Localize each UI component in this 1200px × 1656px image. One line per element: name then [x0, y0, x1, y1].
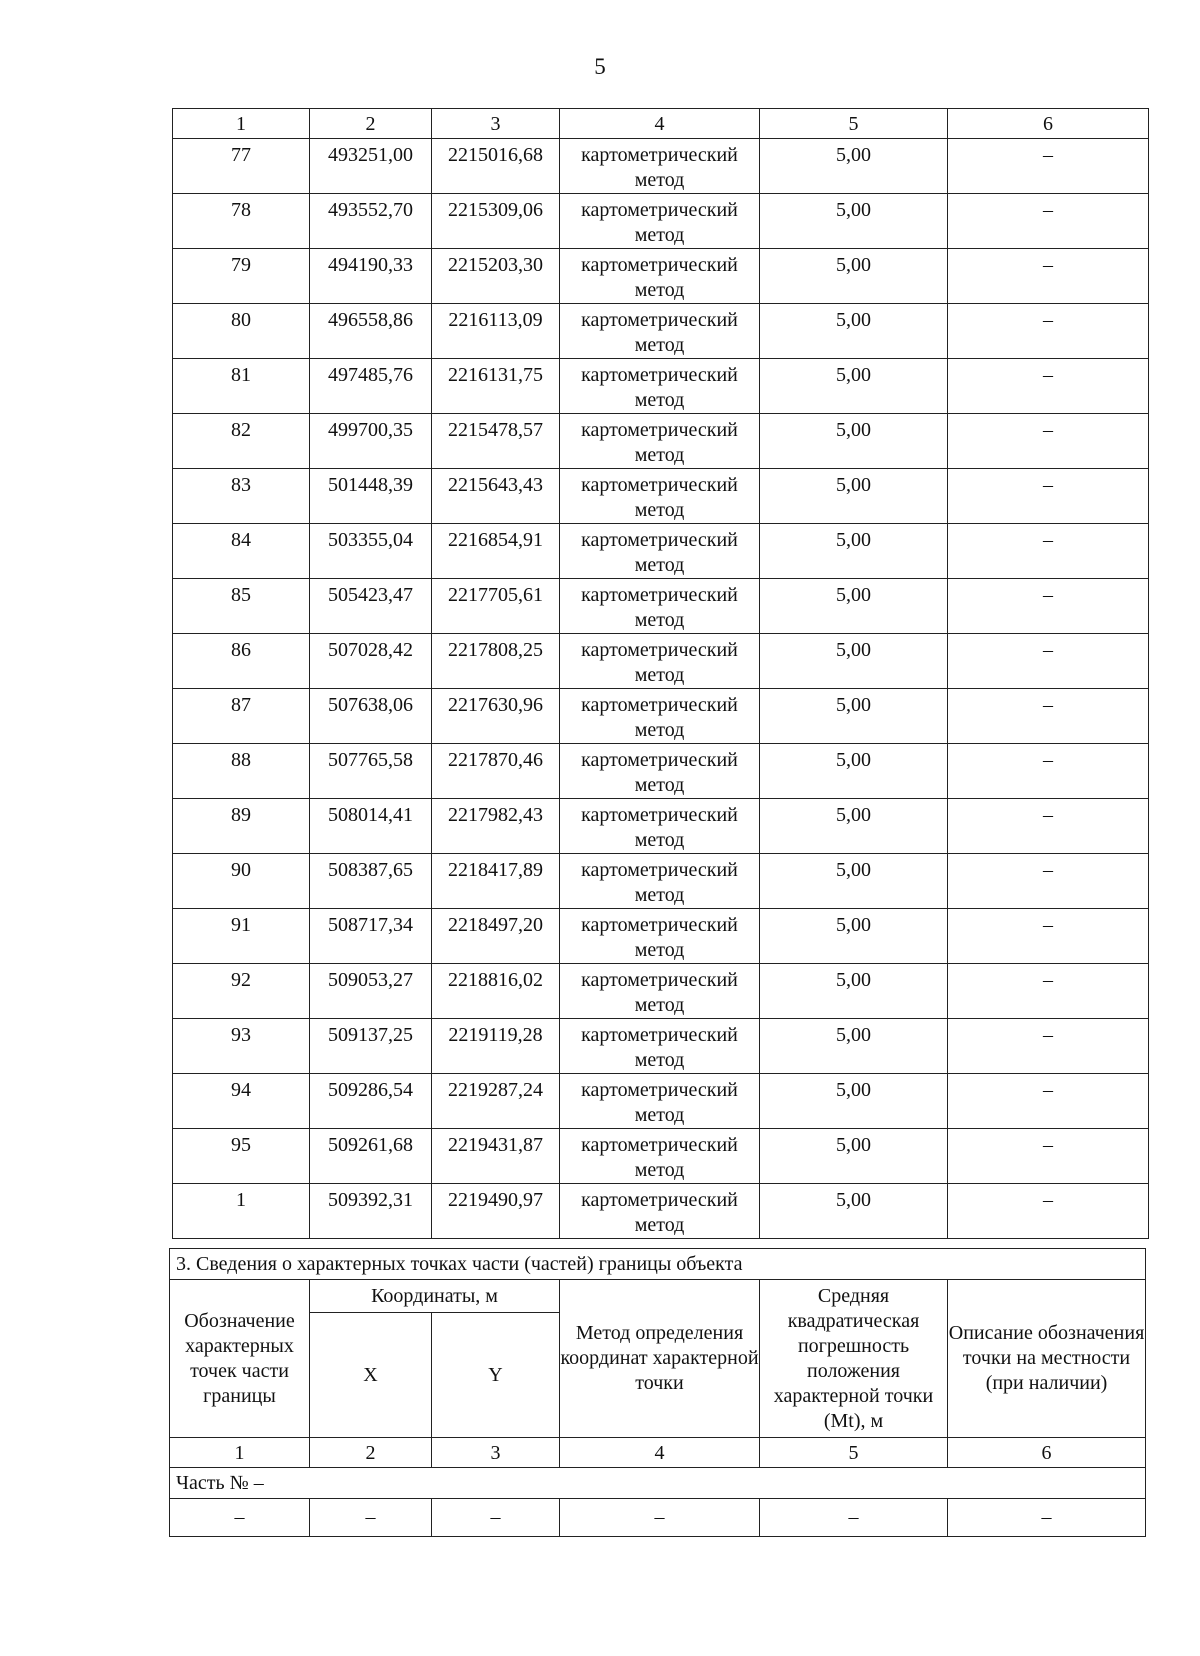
description-header: Описание обозначения точки на местности (при наличии)	[948, 1280, 1146, 1438]
point-number-cell: 78	[173, 194, 310, 249]
table-row	[173, 1074, 1149, 1129]
table-row	[173, 964, 1149, 1019]
part-boundary-table	[169, 1248, 1146, 1537]
y-coordinate-cell: 2217630,96	[432, 689, 560, 744]
column-number: 6	[948, 109, 1149, 139]
y-coordinate-cell: 2217808,25	[432, 634, 560, 689]
table-row	[173, 689, 1149, 744]
method-cell: картометрический метод	[560, 854, 760, 909]
x-coordinate-cell: 508014,41	[310, 799, 432, 854]
y-coordinate-cell: 2217870,46	[432, 744, 560, 799]
x-coordinate-cell: 509286,54	[310, 1074, 432, 1129]
error-cell: 5,00	[760, 524, 948, 579]
table-row	[173, 909, 1149, 964]
y-coordinate-cell: 2215203,30	[432, 249, 560, 304]
error-cell: 5,00	[760, 359, 948, 414]
method-cell: картометрический метод	[560, 1019, 760, 1074]
x-coordinate-cell: 499700,35	[310, 414, 432, 469]
error-cell: 5,00	[760, 139, 948, 194]
method-cell: картометрический метод	[560, 744, 760, 799]
description-cell: –	[948, 469, 1149, 524]
description-cell: –	[948, 1129, 1149, 1184]
y-coordinate-cell: 2215309,06	[432, 194, 560, 249]
coordinates-table	[172, 108, 1149, 1239]
method-cell: картометрический метод	[560, 194, 760, 249]
description-cell: –	[948, 1074, 1149, 1129]
description-cell: –	[948, 579, 1149, 634]
method-cell: картометрический метод	[560, 359, 760, 414]
point-number-cell: 87	[173, 689, 310, 744]
point-number-cell: 95	[173, 1129, 310, 1184]
empty-cell: –	[560, 1499, 760, 1537]
y-coordinate-cell: 2219490,97	[432, 1184, 560, 1239]
method-cell: картометрический метод	[560, 964, 760, 1019]
y-coordinate-cell: 2218497,20	[432, 909, 560, 964]
y-coordinate-cell: 2218417,89	[432, 854, 560, 909]
error-cell: 5,00	[760, 194, 948, 249]
column-number: 2	[310, 109, 432, 139]
description-cell: –	[948, 689, 1149, 744]
point-number-cell: 79	[173, 249, 310, 304]
column-number: 1	[170, 1438, 310, 1468]
x-coordinate-cell: 493552,70	[310, 194, 432, 249]
error-cell: 5,00	[760, 634, 948, 689]
description-cell: –	[948, 1184, 1149, 1239]
empty-cell: –	[310, 1499, 432, 1537]
point-number-cell: 86	[173, 634, 310, 689]
point-number-cell: 88	[173, 744, 310, 799]
description-cell: –	[948, 524, 1149, 579]
x-coordinate-cell: 493251,00	[310, 139, 432, 194]
description-cell: –	[948, 799, 1149, 854]
column-numbers-row	[170, 1438, 1146, 1468]
y-coordinate-cell: 2215016,68	[432, 139, 560, 194]
method-cell: картометрический метод	[560, 414, 760, 469]
column-number: 5	[760, 109, 948, 139]
table-row	[173, 524, 1149, 579]
x-header: X	[310, 1313, 432, 1438]
error-cell: 5,00	[760, 469, 948, 524]
table-row	[173, 1129, 1149, 1184]
y-coordinate-cell: 2217982,43	[432, 799, 560, 854]
y-coordinate-cell: 2219119,28	[432, 1019, 560, 1074]
table-row	[173, 634, 1149, 689]
part-number-label: Часть № –	[170, 1468, 1146, 1499]
point-number-cell: 1	[173, 1184, 310, 1239]
x-coordinate-cell: 509137,25	[310, 1019, 432, 1074]
error-cell: 5,00	[760, 854, 948, 909]
table-row	[173, 139, 1149, 194]
point-number-cell: 90	[173, 854, 310, 909]
table-row	[173, 304, 1149, 359]
empty-data-row	[170, 1499, 1146, 1537]
y-coordinate-cell: 2218816,02	[432, 964, 560, 1019]
method-cell: картометрический метод	[560, 634, 760, 689]
description-cell: –	[948, 1019, 1149, 1074]
description-cell: –	[948, 634, 1149, 689]
method-cell: картометрический метод	[560, 139, 760, 194]
error-cell: 5,00	[760, 1184, 948, 1239]
column-number: 1	[173, 109, 310, 139]
error-cell: 5,00	[760, 1074, 948, 1129]
table-row	[173, 469, 1149, 524]
point-number-cell: 83	[173, 469, 310, 524]
table-row	[173, 1184, 1149, 1239]
point-number-cell: 91	[173, 909, 310, 964]
description-cell: –	[948, 414, 1149, 469]
column-number: 3	[432, 109, 560, 139]
table-row	[173, 799, 1149, 854]
table-row	[173, 414, 1149, 469]
method-cell: картометрический метод	[560, 909, 760, 964]
column-number: 3	[432, 1438, 560, 1468]
error-cell: 5,00	[760, 799, 948, 854]
point-number-cell: 94	[173, 1074, 310, 1129]
point-number-cell: 77	[173, 139, 310, 194]
method-cell: картометрический метод	[560, 524, 760, 579]
point-number-cell: 85	[173, 579, 310, 634]
x-coordinate-cell: 507765,58	[310, 744, 432, 799]
method-cell: картометрический метод	[560, 799, 760, 854]
method-cell: картометрический метод	[560, 579, 760, 634]
y-coordinate-cell: 2215478,57	[432, 414, 560, 469]
column-number: 5	[760, 1438, 948, 1468]
point-number-cell: 82	[173, 414, 310, 469]
point-number-cell: 80	[173, 304, 310, 359]
table-row	[173, 359, 1149, 414]
point-number-cell: 93	[173, 1019, 310, 1074]
error-cell: 5,00	[760, 1019, 948, 1074]
y-coordinate-cell: 2216131,75	[432, 359, 560, 414]
x-coordinate-cell: 509261,68	[310, 1129, 432, 1184]
method-header: Метод определения координат характерной точки	[560, 1280, 760, 1438]
coordinates-table-body	[173, 109, 1149, 1239]
description-cell: –	[948, 249, 1149, 304]
page-number: 5	[594, 54, 606, 79]
point-designation-header: Обозначение характерных точек части границы	[170, 1280, 310, 1438]
error-cell: 5,00	[760, 249, 948, 304]
point-number-cell: 92	[173, 964, 310, 1019]
point-number-cell: 81	[173, 359, 310, 414]
x-coordinate-cell: 509392,31	[310, 1184, 432, 1239]
method-cell: картометрический метод	[560, 689, 760, 744]
error-cell: 5,00	[760, 414, 948, 469]
x-coordinate-cell: 494190,33	[310, 249, 432, 304]
x-coordinate-cell: 507028,42	[310, 634, 432, 689]
error-cell: 5,00	[760, 689, 948, 744]
empty-cell: –	[760, 1499, 948, 1537]
column-number: 4	[560, 109, 760, 139]
y-coordinate-cell: 2216113,09	[432, 304, 560, 359]
point-number-cell: 84	[173, 524, 310, 579]
y-coordinate-cell: 2217705,61	[432, 579, 560, 634]
x-coordinate-cell: 505423,47	[310, 579, 432, 634]
x-coordinate-cell: 501448,39	[310, 469, 432, 524]
method-cell: картометрический метод	[560, 1129, 760, 1184]
x-coordinate-cell: 507638,06	[310, 689, 432, 744]
column-number: 4	[560, 1438, 760, 1468]
description-cell: –	[948, 909, 1149, 964]
x-coordinate-cell: 497485,76	[310, 359, 432, 414]
table-row	[173, 854, 1149, 909]
column-number: 6	[948, 1438, 1146, 1468]
y-coordinate-cell: 2216854,91	[432, 524, 560, 579]
error-header: Средняя квадратическая погрешность положения характерной точки (Mt), м	[760, 1280, 948, 1438]
description-cell: –	[948, 194, 1149, 249]
x-coordinate-cell: 508387,65	[310, 854, 432, 909]
x-coordinate-cell: 509053,27	[310, 964, 432, 1019]
error-cell: 5,00	[760, 579, 948, 634]
table-row	[173, 1019, 1149, 1074]
description-cell: –	[948, 854, 1149, 909]
coordinates-header: Координаты, м	[310, 1280, 560, 1313]
empty-cell: –	[432, 1499, 560, 1537]
x-coordinate-cell: 496558,86	[310, 304, 432, 359]
column-number: 2	[310, 1438, 432, 1468]
description-cell: –	[948, 304, 1149, 359]
method-cell: картометрический метод	[560, 249, 760, 304]
method-cell: картометрический метод	[560, 1184, 760, 1239]
x-coordinate-cell: 503355,04	[310, 524, 432, 579]
error-cell: 5,00	[760, 1129, 948, 1184]
method-cell: картометрический метод	[560, 304, 760, 359]
description-cell: –	[948, 139, 1149, 194]
table-row	[173, 744, 1149, 799]
table-row	[173, 249, 1149, 304]
method-cell: картометрический метод	[560, 469, 760, 524]
description-cell: –	[948, 744, 1149, 799]
description-cell: –	[948, 359, 1149, 414]
point-number-cell: 89	[173, 799, 310, 854]
table-row	[173, 579, 1149, 634]
y-coordinate-cell: 2215643,43	[432, 469, 560, 524]
description-cell: –	[948, 964, 1149, 1019]
error-cell: 5,00	[760, 304, 948, 359]
empty-cell: –	[170, 1499, 310, 1537]
section-title: 3. Сведения о характерных точках части (частей) границы объекта	[170, 1249, 1146, 1280]
y-header: Y	[432, 1313, 560, 1438]
error-cell: 5,00	[760, 744, 948, 799]
error-cell: 5,00	[760, 909, 948, 964]
y-coordinate-cell: 2219431,87	[432, 1129, 560, 1184]
x-coordinate-cell: 508717,34	[310, 909, 432, 964]
method-cell: картометрический метод	[560, 1074, 760, 1129]
table-row	[173, 194, 1149, 249]
error-cell: 5,00	[760, 964, 948, 1019]
empty-cell: –	[948, 1499, 1146, 1537]
y-coordinate-cell: 2219287,24	[432, 1074, 560, 1129]
table-header-row	[173, 109, 1149, 139]
